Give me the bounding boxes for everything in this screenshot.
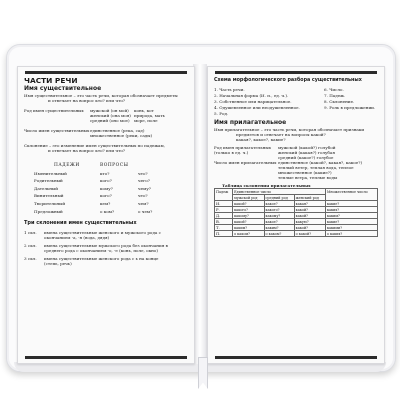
table-head: Множественное число: [325, 189, 377, 201]
example: природа, мать: [134, 113, 165, 118]
spine: [193, 64, 207, 364]
table-cell: какими?: [325, 225, 377, 231]
scheme-item: 3. Собственное или нарицательное.: [214, 99, 292, 104]
table-cell: каким?: [325, 213, 377, 219]
table-cell: какого?: [264, 207, 294, 213]
top-rule: [25, 71, 187, 74]
adj-intro: предметов и отвечает на вопросы какой?: [236, 132, 326, 137]
scheme-item: 8. Склонение.: [324, 99, 355, 104]
declension-text: имена существительные женского рода с ь на конце: [44, 255, 159, 261]
table-cell: какой?: [294, 207, 325, 213]
case-name: Родительный: [34, 178, 63, 184]
row-label: Род имен существительных: [24, 108, 84, 113]
scheme-item: 5. Род.: [214, 111, 229, 116]
declension-item: [24, 230, 188, 240]
scheme-list: [214, 87, 378, 116]
cases-header: ВОПРОСЫ: [100, 163, 129, 168]
case-name: Винительный: [34, 193, 64, 199]
declension-table: [214, 188, 378, 237]
bottom-rule: [25, 356, 187, 359]
scheme-item: 6. Число.: [324, 87, 344, 92]
adj-value: средний (какое?) голубое: [278, 155, 334, 160]
table-cell: какую?: [294, 219, 325, 225]
table-cell: Д.: [215, 213, 233, 219]
case-question: о ком?: [100, 208, 115, 214]
scheme-item: 1. Часть речи.: [214, 87, 245, 92]
declensions-title: Три склонения имен существительных: [24, 219, 137, 226]
intro-line: и отвечает на вопрос кто? или что?: [48, 98, 126, 103]
table-cell: какое?: [264, 219, 294, 225]
table-cell: какому?: [264, 213, 294, 219]
table-cell: П.: [215, 231, 233, 237]
adj-intro: Имя прилагательное – это часть речи, которая обозначает признаки: [214, 127, 365, 132]
case-question: кого?: [100, 193, 112, 199]
table-cell: И.: [215, 201, 233, 207]
table-row: [215, 231, 378, 237]
section-title: Имя существительное: [24, 85, 102, 92]
table-cell: о каком?: [264, 231, 294, 237]
table-cell: Р.: [215, 207, 233, 213]
adj-value: единственное (какой?, какая?, какое?): [278, 160, 363, 165]
number-row: [24, 128, 188, 138]
bookmark-ribbon[interactable]: [198, 357, 208, 389]
case-question: что?: [138, 193, 148, 199]
declension-text: имена существительные женского и мужского рода с: [44, 229, 161, 235]
declension-text: имена существительные мужского рода без окончания в: [44, 242, 168, 248]
declension-text: (степь, речь): [44, 260, 72, 266]
table-head: Единственное число: [233, 189, 326, 195]
number: единственное (река, сад): [90, 128, 145, 133]
declension-item: [24, 243, 188, 253]
adj-gender-row: [214, 145, 378, 160]
scheme-item: 4. Одушевленное или неодушевленное.: [214, 105, 300, 110]
table-head: Падеж: [215, 189, 233, 201]
table-cell: какой?: [233, 201, 264, 207]
adj-number-row: [214, 160, 378, 180]
table-subhead: мужской род: [233, 195, 264, 201]
scheme-item: 2. Начальная форма (И. п., ед. ч.).: [214, 93, 289, 98]
table-cell: каким?: [264, 225, 294, 231]
table-cell: какого?: [233, 207, 264, 213]
page-title: ЧАСТИ РЕЧИ: [24, 76, 78, 85]
table-cell: какая?: [294, 201, 325, 207]
row-label: (только в ед. ч.): [214, 150, 249, 155]
scheme-title: Схема морфологического разбора существительных: [214, 78, 362, 83]
table-cell: какие?: [325, 219, 377, 225]
table-cell: какое?: [264, 201, 294, 207]
case-question: кто?: [100, 170, 110, 176]
intro-line: Имя существительное – это часть речи, которая обозначает предметы: [24, 93, 178, 98]
example: море, поле: [134, 118, 158, 123]
table-cell: какой?: [294, 225, 325, 231]
case-question: чему?: [138, 185, 151, 191]
row-label: Род имен прилагательных: [214, 145, 271, 150]
declension-item: [24, 256, 188, 266]
table-cell: о какой?: [294, 231, 325, 237]
cases-header: ПАДЕЖИ: [54, 163, 80, 168]
table-subhead: женский род: [294, 195, 325, 201]
gender: мужской (он мой): [90, 108, 129, 113]
table-cell: какой?: [233, 219, 264, 225]
scheme-item: 7. Падеж.: [324, 93, 346, 98]
case-question: чего?: [138, 178, 150, 184]
right-page: [207, 66, 385, 364]
table-cell: о каком?: [233, 231, 264, 237]
adj-value: теплый ветер, теплая вода, теплое: [278, 165, 354, 170]
adj-value: теплые ветра, теплые воды: [278, 175, 338, 180]
table-subhead: средний род: [264, 195, 294, 201]
table-cell: какому?: [233, 213, 264, 219]
declension-num: 2 скл.: [24, 242, 37, 248]
cases-header: [138, 163, 176, 168]
example: конь, кот: [134, 108, 154, 113]
gender: средний (оно мое): [90, 118, 130, 123]
scheme-item: 9. Роль в предложении.: [324, 105, 376, 110]
table-cell: Т.: [215, 225, 233, 231]
case-question: чем?: [138, 200, 149, 206]
adj-value: множественное (какие?): [278, 170, 332, 175]
table-cell: В.: [215, 219, 233, 225]
adj-title: Имя прилагательное: [214, 119, 287, 126]
adj-value: мужской (какой?) голубой: [278, 145, 336, 150]
case-question: о чем?: [138, 208, 153, 214]
row-label: Число имен прилагательных: [214, 160, 277, 165]
case-name: Дательный: [34, 185, 59, 191]
number: множественное (реки, сады): [90, 133, 153, 138]
table-cell: о каких?: [325, 231, 377, 237]
scheme-item: [324, 111, 378, 116]
declension-intro: и отвечает на вопрос кто? или что?: [48, 148, 126, 153]
adj-intro: какая?, какое?, какие?: [236, 137, 286, 142]
adj-value: женский (какая?) голубая: [278, 150, 335, 155]
case-question: кому?: [100, 185, 113, 191]
case-name: Именительный: [34, 170, 67, 176]
cases-table: [34, 163, 188, 214]
table-cell: какие?: [325, 201, 377, 207]
table-title: Таблица склонения прилагательных: [222, 183, 311, 188]
declension-num: 3 скл.: [24, 255, 37, 261]
table-cell: каким?: [233, 225, 264, 231]
table-cell: каких?: [325, 207, 377, 213]
top-rule: [215, 71, 377, 74]
declension-num: 1 скл.: [24, 229, 37, 235]
case-question: что?: [138, 170, 148, 176]
gender-row: [24, 108, 188, 123]
gender: женский (она моя): [90, 113, 131, 118]
table-cell: какой?: [294, 213, 325, 219]
declension-text: окончанием -а, -я (вода, дядя): [44, 234, 110, 240]
bottom-rule: [215, 356, 377, 359]
case-name: Творительный: [34, 200, 66, 206]
row-label: Число имен существительных: [24, 128, 90, 133]
case-question: кем?: [100, 200, 111, 206]
case-name: Предложный: [34, 208, 63, 214]
declension-intro: Склонение – это изменение имен существительных по падежам,: [24, 143, 165, 148]
left-page: [17, 66, 195, 364]
case-question: кого?: [100, 178, 112, 184]
declension-text: среднего рода с окончанием -о, -е (конь, поле, окно): [44, 247, 158, 253]
